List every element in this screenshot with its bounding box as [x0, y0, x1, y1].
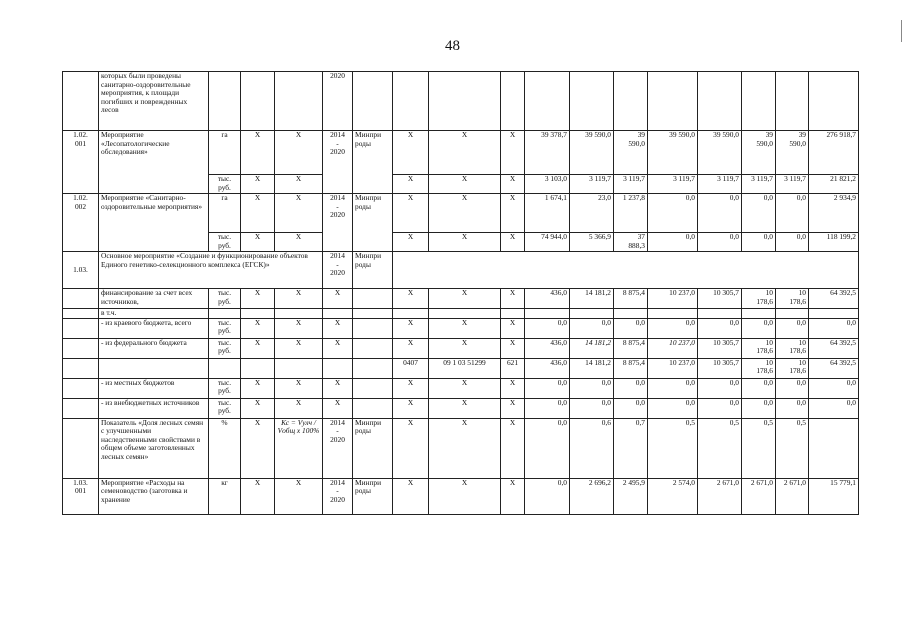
table-cell: X	[501, 378, 525, 398]
table-cell: X	[241, 338, 275, 358]
table-cell	[353, 72, 393, 131]
table-cell: 2 495,9	[614, 478, 648, 514]
table-cell	[648, 72, 698, 131]
table-cell: X	[501, 194, 525, 233]
table-cell: Кс = Vулч / Vобщ х 100%	[275, 418, 323, 478]
table-cell: 0,0	[648, 194, 698, 233]
table-cell: 21 821,2	[809, 175, 859, 194]
table-cell	[209, 358, 241, 378]
table-cell: %	[209, 418, 241, 478]
table-cell	[353, 318, 393, 338]
table-cell: X	[323, 289, 353, 309]
table-cell: 0,0	[776, 233, 809, 252]
table-cell	[570, 309, 614, 319]
table-cell	[353, 398, 393, 418]
table-cell: X	[241, 194, 275, 233]
table-cell: 23,0	[570, 194, 614, 233]
table-row	[63, 478, 859, 514]
table-cell: 1.03. 001	[63, 478, 99, 514]
table-cell	[393, 72, 429, 131]
table-cell: X	[429, 194, 501, 233]
table-cell: 0,0	[525, 478, 570, 514]
table-cell	[570, 72, 614, 131]
table-cell: X	[393, 194, 429, 233]
table-cell: 0,0	[614, 398, 648, 418]
table-cell	[809, 418, 859, 478]
table-cell	[614, 309, 648, 319]
table-cell: 10 178,6	[742, 289, 776, 309]
table-cell: 0,5	[742, 418, 776, 478]
table-cell: X	[501, 418, 525, 478]
table-cell: 2020	[323, 72, 353, 131]
table-cell: 14 181,2	[570, 358, 614, 378]
table-cell: X	[275, 175, 323, 194]
table-cell: тыс. руб.	[209, 378, 241, 398]
table-cell: 10 237,0	[648, 289, 698, 309]
table-cell: X	[323, 378, 353, 398]
table-row	[63, 72, 859, 131]
table-row	[63, 309, 859, 319]
table-cell: X	[323, 318, 353, 338]
table-cell: 0,0	[570, 378, 614, 398]
table-cell: X	[393, 289, 429, 309]
table-cell: 436,0	[525, 289, 570, 309]
table-cell: 10 237,0	[648, 358, 698, 378]
table-cell: X	[241, 318, 275, 338]
table-cell: 436,0	[525, 358, 570, 378]
table-cell: 0,0	[776, 318, 809, 338]
table-cell: X	[429, 378, 501, 398]
table-cell: 0,0	[698, 318, 742, 338]
table-cell: которых были проведены санитарно-оздоровительные мероприятия, к площади погибших и поврежденных лесов	[99, 72, 209, 131]
table-cell	[614, 72, 648, 131]
table-cell: 8 875,4	[614, 358, 648, 378]
table-body	[63, 72, 859, 515]
table-cell: X	[501, 175, 525, 194]
table-cell	[353, 378, 393, 398]
table-cell	[429, 309, 501, 319]
table-cell: 64 392,5	[809, 338, 859, 358]
table-cell: X	[393, 175, 429, 194]
table-cell: X	[275, 318, 323, 338]
table-row	[63, 338, 859, 358]
table-cell: 0,0	[525, 418, 570, 478]
table-cell: 0,0	[742, 233, 776, 252]
table-cell: 2014 - 2020	[323, 194, 353, 252]
table-row	[63, 318, 859, 338]
table-cell: 0,0	[809, 378, 859, 398]
table-cell: 276 918,7	[809, 131, 859, 175]
table-cell: - из краевого бюджета, всего	[99, 318, 209, 338]
table-cell: 14 181,2	[570, 289, 614, 309]
table-row	[63, 252, 859, 289]
table-cell: тыс. руб.	[209, 175, 241, 194]
table-cell: 0,0	[698, 233, 742, 252]
table-cell: 15 779,1	[809, 478, 859, 514]
table-cell: 3 119,7	[648, 175, 698, 194]
table-cell: 10 178,6	[776, 338, 809, 358]
table-cell: 0407	[393, 358, 429, 378]
table-cell	[323, 309, 353, 319]
table-cell: X	[393, 318, 429, 338]
table-cell: X	[393, 418, 429, 478]
table-cell: 1.03.	[63, 252, 99, 289]
table-cell: 0,0	[742, 318, 776, 338]
table-cell: 0,0	[614, 318, 648, 338]
table-cell: X	[429, 478, 501, 514]
table-cell	[648, 309, 698, 319]
table-cell: 2 696,2	[570, 478, 614, 514]
table-cell: 10 305,7	[698, 338, 742, 358]
scan-edge-line	[901, 20, 902, 42]
table-cell	[353, 289, 393, 309]
table-cell: 0,0	[698, 194, 742, 233]
table-cell: Мероприятие «Лесопатологические обследования»	[99, 131, 209, 194]
table-cell: Показатель «Доля лесных семян с улучшенными наследственными свойствами в общем объеме заготовленных лесных семян»	[99, 418, 209, 478]
table-cell: 3 119,7	[776, 175, 809, 194]
table-cell: X	[501, 338, 525, 358]
table-cell: 436,0	[525, 338, 570, 358]
table-cell: 0,0	[698, 378, 742, 398]
table-cell: 39 590,0	[698, 131, 742, 175]
table-cell: тыс. руб.	[209, 289, 241, 309]
table-cell: X	[241, 131, 275, 175]
table-cell: 0,0	[776, 398, 809, 418]
table-cell: 10 178,6	[742, 338, 776, 358]
table-cell: X	[429, 398, 501, 418]
table-cell: 64 392,5	[809, 358, 859, 378]
table-cell: Минпри роды	[353, 131, 393, 194]
table-cell: 1.02. 001	[63, 131, 99, 194]
table-cell	[393, 309, 429, 319]
table-cell: X	[393, 478, 429, 514]
table-cell: 1.02. 002	[63, 194, 99, 252]
table-cell	[525, 72, 570, 131]
table-cell: X	[393, 378, 429, 398]
table-cell: X	[501, 318, 525, 338]
table-cell: 0,0	[809, 398, 859, 418]
table-cell	[742, 72, 776, 131]
table-cell: X	[241, 175, 275, 194]
table-cell: 0,0	[776, 194, 809, 233]
table-cell: 3 103,0	[525, 175, 570, 194]
table-cell	[323, 358, 353, 378]
table-cell	[353, 358, 393, 378]
table-cell: - из федерального бюджета	[99, 338, 209, 358]
table-cell: X	[393, 338, 429, 358]
table-cell: 39 590,0	[614, 131, 648, 175]
table-cell: 0,7	[614, 418, 648, 478]
table-row	[63, 131, 859, 175]
table-cell	[209, 309, 241, 319]
table-cell: 1 237,8	[614, 194, 648, 233]
table-cell: 39 590,0	[570, 131, 614, 175]
table-cell: 0,0	[648, 398, 698, 418]
table-cell	[275, 309, 323, 319]
table-cell: 3 119,7	[742, 175, 776, 194]
table-row	[63, 289, 859, 309]
table-cell	[63, 338, 99, 358]
table-cell: 10 178,6	[776, 289, 809, 309]
table-cell	[63, 358, 99, 378]
table-cell: 0,5	[698, 418, 742, 478]
table-cell: 14 181,2	[570, 338, 614, 358]
table-cell: X	[393, 233, 429, 252]
table-cell: X	[501, 478, 525, 514]
table-cell: 0,0	[570, 398, 614, 418]
table-cell: 3 119,7	[614, 175, 648, 194]
table-cell	[63, 398, 99, 418]
table-cell: 0,0	[742, 378, 776, 398]
table-cell: га	[209, 131, 241, 175]
table-cell	[63, 418, 99, 478]
table-cell: 0,6	[570, 418, 614, 478]
table-row	[63, 194, 859, 233]
table-cell: 118 199,2	[809, 233, 859, 252]
table-cell	[698, 72, 742, 131]
page-number: 48	[445, 38, 460, 54]
table-cell: тыс. руб.	[209, 318, 241, 338]
table-cell: X	[275, 478, 323, 514]
table-cell: - из внебюджетных источников	[99, 398, 209, 418]
table-cell: X	[323, 338, 353, 358]
table-cell	[742, 309, 776, 319]
table-cell: 8 875,4	[614, 338, 648, 358]
table-cell: 10 305,7	[698, 358, 742, 378]
table-cell: 0,0	[776, 378, 809, 398]
table-cell: X	[501, 131, 525, 175]
table-cell: 2014 - 2020	[323, 131, 353, 194]
table-cell: 39 590,0	[742, 131, 776, 175]
table-cell	[63, 72, 99, 131]
table-cell: га	[209, 194, 241, 233]
table-cell: 0,0	[570, 318, 614, 338]
table-cell: X	[241, 398, 275, 418]
table-cell: кг	[209, 478, 241, 514]
table-row	[63, 398, 859, 418]
table-cell: X	[241, 478, 275, 514]
table-cell: X	[429, 318, 501, 338]
table-cell: 74 944,0	[525, 233, 570, 252]
table-cell: 0,0	[648, 233, 698, 252]
table-cell: X	[241, 289, 275, 309]
table-cell	[209, 72, 241, 131]
table-cell: в т.ч.	[99, 309, 209, 319]
table-cell	[809, 309, 859, 319]
table-cell: 39 590,0	[648, 131, 698, 175]
table-cell	[275, 72, 323, 131]
table-cell	[275, 358, 323, 378]
table-row	[63, 418, 859, 478]
table-cell: 09 1 03 51299	[429, 358, 501, 378]
table-cell: Мероприятие «Расходы на семеноводство (заготовка и хранение	[99, 478, 209, 514]
table-cell: 1 674,1	[525, 194, 570, 233]
table-cell	[698, 309, 742, 319]
table-cell: X	[275, 194, 323, 233]
table-cell: X	[393, 398, 429, 418]
table-cell: 0,0	[698, 398, 742, 418]
table-cell: 0,0	[525, 378, 570, 398]
table-cell: X	[429, 289, 501, 309]
table-cell	[241, 309, 275, 319]
table-cell: X	[275, 378, 323, 398]
table-cell: X	[393, 131, 429, 175]
table-cell: 3 119,7	[698, 175, 742, 194]
table-cell: 2 671,0	[742, 478, 776, 514]
table-cell: 3 119,7	[570, 175, 614, 194]
table-cell	[393, 252, 859, 289]
table-cell: - из местных бюджетов	[99, 378, 209, 398]
table-cell: 2014 - 2020	[323, 418, 353, 478]
table-cell: 2 671,0	[698, 478, 742, 514]
table-cell	[809, 72, 859, 131]
table-cell	[63, 318, 99, 338]
table-cell: Основное мероприятие «Создание и функционирование объектов Единого генетико-селекционного комплекса (ЕГСК)»	[99, 252, 323, 289]
table-cell: X	[501, 233, 525, 252]
table-cell: 2 574,0	[648, 478, 698, 514]
table-cell: Минпри роды	[353, 478, 393, 514]
table-cell	[353, 309, 393, 319]
table-cell	[241, 72, 275, 131]
table-cell	[776, 309, 809, 319]
table-cell: X	[429, 233, 501, 252]
table-cell: Минпри роды	[353, 194, 393, 252]
table-cell: 5 366,9	[570, 233, 614, 252]
table-cell: X	[501, 289, 525, 309]
table-cell: 2014 - 2020	[323, 478, 353, 514]
table-cell: 10 305,7	[698, 289, 742, 309]
table-cell: тыс. руб.	[209, 233, 241, 252]
table-cell: 2 671,0	[776, 478, 809, 514]
table-cell	[99, 358, 209, 378]
program-plan-table	[62, 71, 859, 515]
table-cell: 10 178,6	[776, 358, 809, 378]
table-cell	[63, 309, 99, 319]
table-cell: X	[275, 289, 323, 309]
table-cell: тыс. руб.	[209, 338, 241, 358]
table-cell	[501, 309, 525, 319]
table-cell: 10 237,0	[648, 338, 698, 358]
table-cell: 0,0	[648, 378, 698, 398]
table-cell: тыс. руб.	[209, 398, 241, 418]
table-cell: X	[429, 175, 501, 194]
table-row	[63, 378, 859, 398]
table-cell	[241, 358, 275, 378]
table-cell: 37 888,3	[614, 233, 648, 252]
table-cell: X	[323, 398, 353, 418]
table-cell	[63, 289, 99, 309]
table-cell: 39 378,7	[525, 131, 570, 175]
table-cell: 8 875,4	[614, 289, 648, 309]
table-cell: 2014 - 2020	[323, 252, 353, 289]
table-cell: 0,0	[742, 398, 776, 418]
table-cell: X	[241, 418, 275, 478]
table-cell: X	[429, 418, 501, 478]
table-cell	[429, 72, 501, 131]
table-cell: X	[241, 233, 275, 252]
table-cell	[501, 72, 525, 131]
table-cell: X	[501, 398, 525, 418]
table-cell: 621	[501, 358, 525, 378]
table-cell: 0,0	[525, 398, 570, 418]
table-cell: 0,5	[648, 418, 698, 478]
table-cell: 0,0	[742, 194, 776, 233]
table-cell: X	[429, 131, 501, 175]
table-cell	[525, 309, 570, 319]
table-cell: 0,0	[614, 378, 648, 398]
table-cell: 0,0	[525, 318, 570, 338]
table-cell: Минпри роды	[353, 418, 393, 478]
table-cell: Минпри роды	[353, 252, 393, 289]
table-cell: 0,0	[809, 318, 859, 338]
table-cell: X	[275, 131, 323, 175]
table-cell: X	[275, 233, 323, 252]
table-row	[63, 358, 859, 378]
table-cell	[776, 72, 809, 131]
table-cell: 0,5	[776, 418, 809, 478]
table-cell: 2 934,9	[809, 194, 859, 233]
table-cell: X	[429, 338, 501, 358]
table-cell: 64 392,5	[809, 289, 859, 309]
table-cell: 10 178,6	[742, 358, 776, 378]
table-cell: Мероприятие «Санитарно-оздоровительные мероприятия»	[99, 194, 209, 252]
table-cell	[63, 378, 99, 398]
table-cell: X	[275, 398, 323, 418]
table-cell: 39 590,0	[776, 131, 809, 175]
table-cell: X	[275, 338, 323, 358]
table-cell: финансирование за счет всех источников,	[99, 289, 209, 309]
table-cell: 0,0	[648, 318, 698, 338]
table-cell	[353, 338, 393, 358]
table-cell: X	[241, 378, 275, 398]
